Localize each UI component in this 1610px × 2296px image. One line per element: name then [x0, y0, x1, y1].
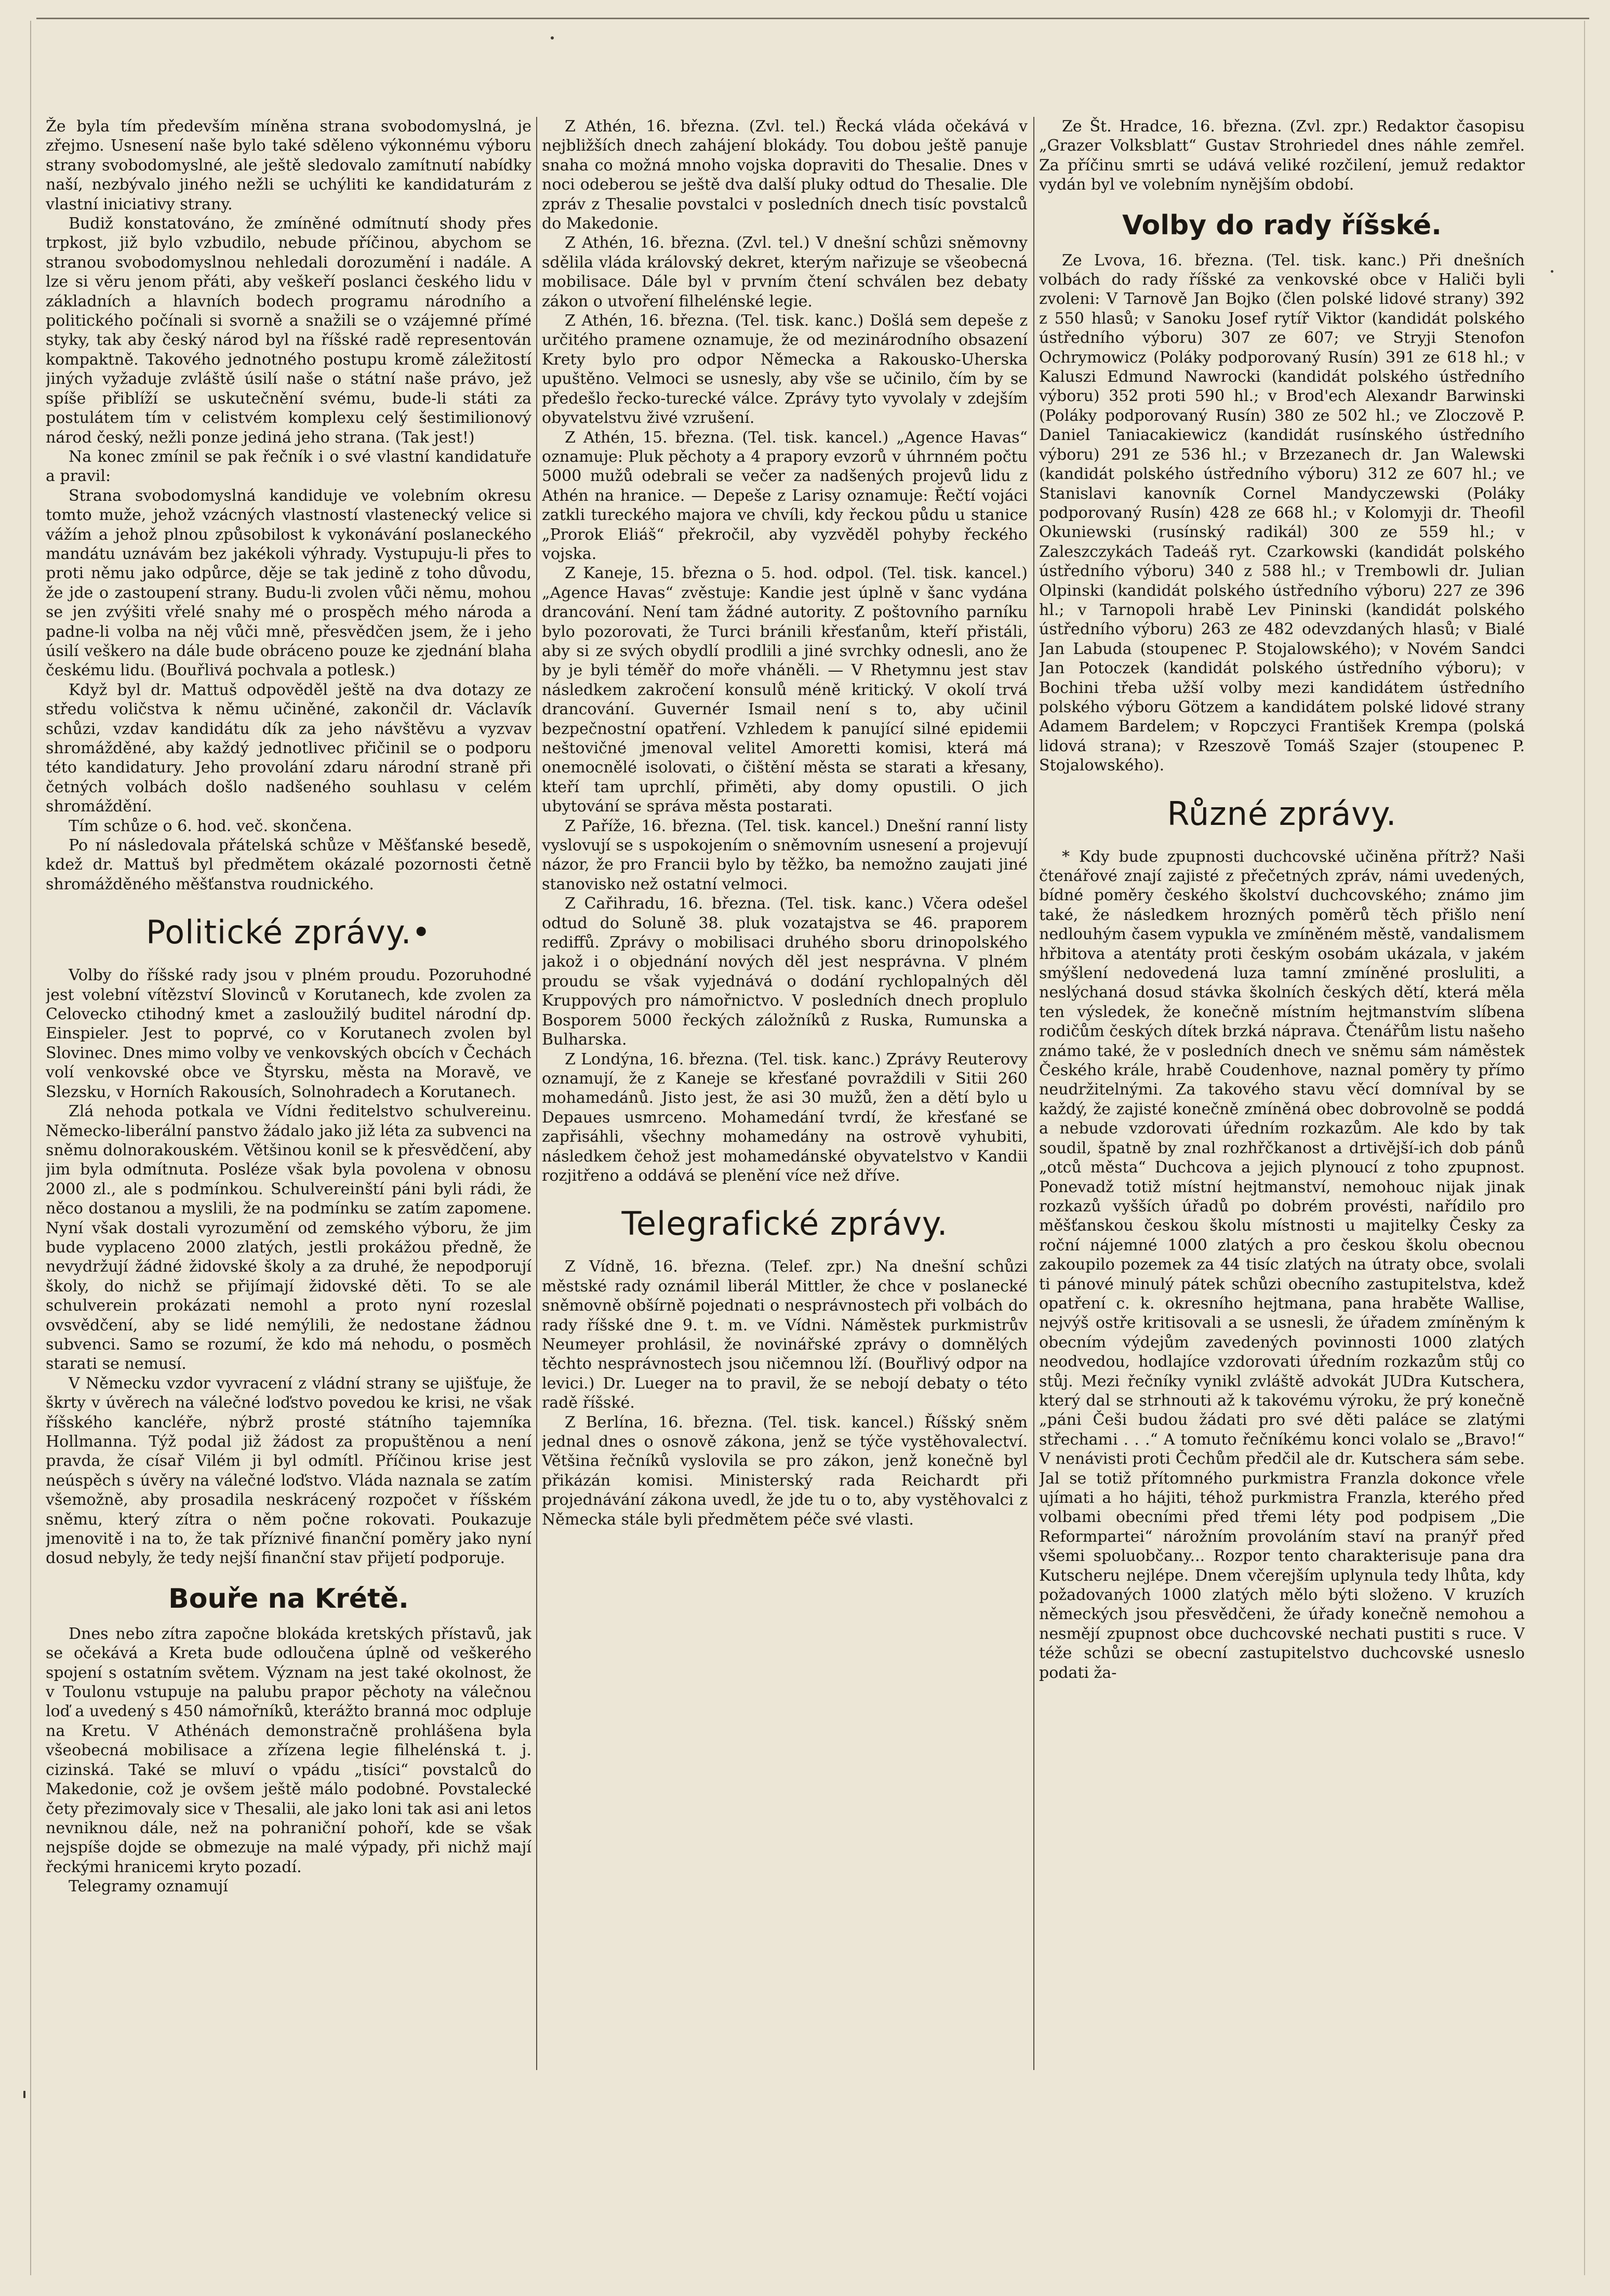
telegram-item: Z Cařihradu, 16. března. (Tel. tisk. kanc.) Včera odešel odtud do Soluně 38. pluk vozatajstva se 46. praporem rediffů. Zprávy o mobilisaci druhého sboru drinopolského jakož i o objednání nových děl jest nesprávna. V plném proudu se však vyjednává o dodání rychlopalných děl Kruppových pro námořnictvo. V posledních dnech proplulo Bosporem 5000 řeckých záložníků z Ruska, Rumunska a Bulharska. [542, 895, 1028, 1049]
news-item: Volby do říšské rady jsou v plném proudu. Pozoruhodné jest volební vítězství Slovinců v Korutanech, kde zvolen za Celovecko ctihodný kmet a zasloužilý buditel národní dp. Einspieler. Jest to poprvé, co v Korutanech zvolen byl Slovinec. Dnes mimo volby ve venkovských obcích v Čechách volí venkovské obce ve Štyrsku, města na Moravě, ve Slezsku, v Horních Rakousích, Solnohradech a Korutanech. [46, 966, 531, 1101]
telegram-item: Z Vídně, 16. března. (Telef. zpr.) Na dnešní schůzi městské rady oznámil liberál Mittler, že chce v poslanecké sněmovně obšírně pojednati o nesprávnostech při volbách do rady říšské dne 9. t. m. ve Vídni. Náměstek purkmistrův Neumeyer prohlásil, že novinářské zprávy o domnělých těchto nesprávnostech jsou ničemnou lží. (Bouřlivý odpor na levici.) Dr. Lueger na to pravil, že se nebojí debaty o této radě říšské. [542, 1258, 1028, 1412]
column-2 [542, 117, 1028, 2267]
paragraph: Po ní následovala přátelská schůze v Měšťanské besedě, kdež dr. Mattuš byl předmětem okázalé pozornosti četně shromážděného měšťanstva roudnického. [46, 836, 531, 893]
news-item: V Německu vzdor vyvracení z vládní strany se ujišťuje, že škrty v úvěrech na válečné loďstvo povedou ke krisi, ne však říšského kancléře, nýbrž prosté státního tajemníka Hollmanna. Týž podal již žádost za propuštěnou a není pravda, že císař Vilém ji byl odmítl. Příčinou krise jest neúspěch s úvěry na válečné loďstvo. Vláda naznala se zatím všemožně, aby prosadila neskrácený rozpočet v říšském sněmu, který zítra o něm počne rokovati. Poukazuje jmenovitě i na to, že tak příznivé finanční poměry jako nyní dosud nebyly, že tedy nejší finanční stav přijetí podporuje. [46, 1374, 531, 1568]
news-item: Dnes nebo zítra započne blokáda kretských přístavů, jak se očekává a Kreta bude odloučena úplně od veškerého spojení s ostatním světem. Význam na jest také okolnost, že v Toulonu vstupuje na palubu prapor pěchoty na válečnou loď a uvedený s 450 námořníků, kterážto branná moc odpluje na Kretu. V Athénách demonstračně prohlášena byla všeobecná mobilisace a zřízena legie filhelénská t. j. cizinská. Také se mluví o vpádu „tisíci“ povstalců do Makedonie, což je ovšem ještě málo podobné. Povstalecké čety přezimovaly sice v Thesalii, ale jako loni tak asi ani letos nevniknou dále, než na pohraniční pohoří, kde se však nejspíše dojde se obmezuje na malé výpady, při nichž mají řeckými hranicemi kryto pozadí. [46, 1624, 531, 1876]
section-heading-boure-na-krete: Bouře na Krétě. [168, 1583, 409, 1614]
telegram-item: Z Paříže, 16. března. (Tel. tisk. kancel.) Dnešní ranní listy vyslovují se s uspokojením o sněmovním usnesení a projevují názor, že pro Francii bylo by těžko, ba nemožno zaujati jiné stanovisko než ostatní velmoci. [542, 817, 1028, 893]
paragraph: Budiž konstatováno, že zmíněné odmítnutí shody přes trpkost, již bylo vzbudilo, nebude příčinou, abychom se stranou svobodomyslnou nehledali dorozumění i nadále. A lze si věru jenom přáti, aby veškeří poslanci českého lidu v základních a hlavních bodech programu národního a politického počínali si svorně a snažili se o vzájemné přímé styky, tak aby český národ byl na říšské radě representován kompaktně. Takového jednotného postupu kromě záležitostí jiných vyžaduje zvláště úsilí naše o státní naše právo, jež spíše přiblíží se uskutečnění svému, bude-li státi za postulátem tím v celistvém komplexu celý šestimilionový národ český, nežli ponze jediná jeho strana. (Tak jest!) [46, 215, 531, 447]
telegram-item: Z Athén, 16. března. (Zvl. tel.) Řecká vláda očekává v nejbližších dnech zahájení blokády. Tou dobou ještě panuje snaha co možná mnoho vojska dopraviti do Thesalie. Dnes v noci odeberou se ještě dva další pluky odtud do Thesalie. Dle zpráv z Thesalie povstalci v posledních dnech tisíc povstalců do Makedonie. [542, 117, 1028, 233]
telegram-item: Z Kaneje, 15. března o 5. hod. odpol. (Tel. tisk. kancel.) „Agence Havas“ zvěstuje: Kandie jest úplně v šanc vydána drancování. Není tam žádné autority. Z poštovního parníku bylo pozorovati, že Turci bránili křesťanům, kteří přistáli, aby si ze svých obydlí prodlili a jiné svrchky odnesli, ano že by je byli téměř do moře vháněli. — V Rhetymnu jest stav následkem zakročení konsulů méně kritický. V okolí trvá drancování. Guvernér Ismail není s to, aby učinil bezpečnostní opatření. Vzhledem k panující silné epidemii neštovičné jmenoval velitel Amoretti komisi, která má onemocnělé isolovati, o čištění města se starati a křesany, kteří tam uprchlí, přiměti, aby domy opustili. O jich ubytování se správa města postarati. [542, 564, 1028, 816]
telegram-item: Ze Lvova, 16. března. (Tel. tisk. kanc.) Při dnešních volbách do rady říšské za venkovské obce v Haliči byli zvoleni: V Tarnově Jan Bojko (člen polské lidové strany) 392 z 550 hlasů; v Sanoku Josef rytíř Viktor (kandidát polského ústředního výboru) 307 ze 607; ve Stryji Stenofon Ochrymowicz (Poláky podporovaný Rusín) 391 ze 618 hl.; v Kaluszi Edmund Nawrocki (kandidát polského ústředního výboru) 352 proti 590 hl.; v Brod'ech Alexandr Barwinski (Poláky podporovaný Rusín) 380 ze 502 hl.; ve Zloczově P. Daniel Taniacakiewicz (kandidát rusínského ústředního výboru) 291 ze 536 hl.; v Brzezanech dr. Jan Walewski (kandidát polského ústředního výboru) 312 ze 607 hl.; ve Stanislavi kanovník Cornel Mandyczewski (Poláky podporovaný Rusín) 428 ze 668 hl.; v Kolomyji dr. Theofil Okuniewski (rusínský radikál) 300 ze 559 hl.; v Zaleszczykách Tadeáš ryt. Czarkowski (kandidát polského ústředního výboru) 340 z 588 hl.; v Trembowli dr. Julian Olpinski (kandidát polského ústředního výboru) 227 ze 396 hl.; v Tarnopoli hrabě Lev Pininski (kandidát polského ústředního výboru) 263 ze 482 odevzdaných hlasů; v Bialé Jan Labuda (stoupenec P. Stojalowského); v Novém Sandci Jan Potoczek (kandidát polského ústředního výboru); v Bochini třeba užší volby mezi kandidátem ústředního polského výboru Götzem a kandidátem polské lidové strany Adamem Bardelem; v Ropczyci František Krempa (polská lidová strana); v Rzeszově Tomáš Szajer (stoupenec P. Stojalowského). [1039, 251, 1525, 775]
news-item: * Kdy bude zpupnosti duchcovské učiněna přítrž? Naši čtenářové znají zajisté z přečetných zpráv, námi uvedených, bídné poměry českého školství duchcovského; známo jim také, že následkem hrozných poměrů těch přišlo není nedlouhým časem vypukla ve zmíněném městě, vandalismem hřbitova a atentáty proti českým osobám ukázala, v jakém smýšlení nedovedená luza tamní zmíněné prosluliti, a neslýchaná dosud stávka školních českých dětí, která měla ten výsledek, že konečně místním hejtmanstvím slíbena rodičům českých dítek brzká náprava. Čtenářům listu našeho známo také, že v posledních dnech ve sněmu sám náměstek Českého krále, hrabě Coudenhove, naznal poměry ty přímo neudržitelnými. Za takového stavu věcí domníval by se každý, že zajisté konečně zmíněná obec dobrovolně se poddá a nebude vzdorovati úředním rozkazům. Ale kdo by tak soudil, špatně by znal rozhřčkanost a drtivější-ich dob pánů „otců města“ Duchcova a jejich plynoucí z toho zpupnost. Ponevadž totiž místní hejtmanství, nemohouc nijak jinak rozkazů vyšších úřadů po dobrém provésti, nařídilo pro měšťanskou českou školu místnosti u majitelky Česky za roční nájemné 1000 zlatých a pro českou školu obecnou zakoupilo pozemek za 44 tisíc zlatých na útraty obce, svolali ti pánové minulý pátek schůzi obecního zastupitelstva, kdež opatření c. k. okresního hejtmana, pana hraběte Wallise, nejvýš ostře kritisovali a se usnesli, že úřadem zmíněným k obecním výdejům zavedených povinnosti 1000 zlatých neodvedou, hodlajíce vzdorovati úředním rozkazům stůj co stůj. Mezi řečníky vynikl zvláště advokát JUDra Kutschera, který dal se strhnouti až k takovému výroku, že prý konečně „páni Češi budou žádati pro své děti paláce se zlatými střechami . . .“ A tomuto řečníkému konci volalo se „Bravo!“ V nenávisti proti Čechům předčil ale dr. Kutschera sám sebe. Jal se totiž přítomného purkmistra Franzla dokonce vřele ujímati a ho hájiti, téhož purkmistra Franzla, kterého před volbami obecními před třemi léty pod podpisem „Die Reformpartei“ nárožním provoláním staví na pranýř před všemi spoluobčany... Rozpor tento charakterisuje pana dra Kutscheru nejlépe. Dnem včerejším uplynula tedy lhůta, kdy požadovaných 1000 zlatých mělo býti složeno. V kruzích německých jsou přesvědčeni, že úřady konečně nemohou a nesmějí zpupnost obce duchcovské nechati pustiti s ruce. V téže schůzi se obecní zastupitelstvo duchcovské usneslo podati ža- [1039, 847, 1525, 1682]
column-separator [1033, 117, 1034, 2070]
paragraph: Strana svobodomyslná kandiduje ve volebním okresu tomto muže, jehož vzácných vlastností vlastenecký velice si vážím a jehož plnou způsobilost k vykonávání poslaneckého mandátu uznávám bez jakékoli výhrady. Vystupuju-li přes to proti němu jako odpůrce, děje se tak jedině z toho důvodu, že jde o zastoupení strany. Budu-li zvolen vůči němu, mohou se jen zvýšiti vřelé snahy mé o prospěch mého národa a padne-li volba na něj vůči mně, přesvědčen jsem, že i jeho úsilí veškero na dále bude obráceno pouze ke zjednání blaha českému lidu. (Bouřlivá pochvala a potlesk.) [46, 486, 531, 680]
telegram-item: Z Athén, 16. března. (Zvl. tel.) V dnešní schůzi sněmovny sdělila vláda královský dekret, kterým nařizuje se všeobecná mobilisace. Dále byl v prvním čtení schválen bez debaty zákon o utvoření filhelénské legie. [542, 234, 1028, 311]
telegram-item: Z Athén, 15. března. (Tel. tisk. kancel.) „Agence Havas“ oznamuje: Pluk pěchoty a 4 prapory evzorů v úhrnném počtu 5000 mužů odebrali se večer za nadšených projevů lidu z Athén na hranice. — Depeše z Larisy oznamuje: Řečtí vojáci zatkli tureckého majora ve chvíli, kdy řeckou půdu u stanice „Prorok Eliáš“ překročil, aby vyzvěděl pohyby řeckého vojska. [542, 428, 1028, 563]
news-item: Telegramy oznamují [69, 1877, 228, 1896]
right-margin-rule [1584, 21, 1585, 2275]
news-item: Zlá nehoda potkala ve Vídni ředitelstvo schulvereinu. Německo-liberální panstvo žádalo jako již léta za subvenci na sněmu dolnorakouském. Většinou konil se k přesvědčení, aby jim byla odmítnuta. Posléze však byla povolena v obnosu 2000 zl., ale s podmínkou. Schulvereinští páni byli rádi, že něco dostanou a myslili, že na podmínku se zatím zapomene. Nyní však dostali vyrozumění od zemského výboru, že jim bude vyplaceno 2000 zlatých, jestli prokážou předně, že nevydržují žádné židovské školy a za druhé, že nepodporují školy, do nichž se přijímají židovské děti. To se ale schulverein prokázati nemohl a proto nyní rozeslal ovsvědčení, aby se lidé nemýlili, že nedostane žádnou subvenci. Samo se rozumí, že kdo má nehodu, o posměch starati se nemusí. [46, 1102, 531, 1373]
column-1 [46, 117, 531, 2267]
paragraph: Když byl dr. Mattuš odpověděl ještě na dva dotazy ze středu voličstva k němu učiněné, zakončil dr. Václavík schůzi, vzdav kandidátu dík za jeho návštěvu a vyzvav shromážděné, aby každý jednotlivec přičinil se o podporu této kandidatury. Jeho provolání zdaru národní straně při četných volbách došlo nadšeného souhlasu v celém shromáždění. [46, 680, 531, 816]
print-speck [1551, 270, 1553, 273]
telegram-item: Z Berlína, 16. března. (Tel. tisk. kancel.) Říšský sněm jednal dnes o osnově zákona, jenž se týče vystěhovalectví. Většina řečníků vyslovila se pro zákon, jenž konečně byl přikázán komisi. Ministerský rada Reichardt při projednávání zákona uvedl, že jde tu o to, aby vystěhovalci z Německa stále byli předmětem péče své vlasti. [542, 1413, 1028, 1529]
print-speck [23, 2091, 25, 2098]
telegram-item: Z Londýna, 16. března. (Tel. tisk. kanc.) Zprávy Reuterovy oznamují, že z Kaneje se křesťané povraždili v Sitii 260 mohamedánů. Jisto jest, že asi 30 mužů, žen a dětí bylo u Depaues usmrceno. Mohamedání tvrdí, že křesťané se zapřisáhli, všechny mohamedány na ostrově vyhubiti, následkem čehož jest mohamedánské obyvatelstvo v Kandii rozjitřeno a oddává se plenění více než dříve. [542, 1050, 1028, 1185]
section-heading-telegraficke-zpravy: Telegrafické zprávy. [621, 1205, 948, 1243]
column-separator [536, 117, 537, 2070]
paragraph: Na konec zmínil se pak řečník i o své vlastní kandidatuře a pravil: [46, 447, 531, 486]
left-margin-rule [30, 21, 31, 2275]
telegram-item: Z Athén, 16. března. (Tel. tisk. kanc.) Došlá sem depeše z určitého pramene oznamuje, že od mezinárodního obsazení Krety bylo pro odpor Německa a Rakousko-Uherska upuštěno. Velmoci se usnesly, aby vše se učinilo, čím by se předešlo řecko-turecké válce. Zprávy tyto vyvolaly v zdejším obyvatelstvu živé vzrušení. [542, 312, 1028, 428]
print-speck [551, 36, 554, 39]
column-3 [1039, 117, 1525, 2267]
section-heading-ruzne-zpravy: Různé zprávy. [1167, 794, 1397, 833]
top-rule [36, 18, 1589, 19]
paragraph: Že byla tím především míněna strana svobodomyslná, je zřejmo. Usnesení naše bylo také sděleno výkonnému výboru strany svobodomyslné, ale ještě sledovalo zamítnutí nabídky naší, nezbývalo jiného nežli se uchýliti ke kandidaturám z vlastní iniciativy strany. [46, 117, 531, 213]
telegram-item: Ze Št. Hradce, 16. března. (Zvl. zpr.) Redaktor časopisu „Grazer Volksblatt“ Gustav Strohriedel dnes náhle zemřel. Za příčinu smrti se udává veliké rozčilení, jemuž redaktor vydán byl ve volebním nynějším období. [1039, 117, 1525, 194]
paragraph: Tím schůze o 6. hod. več. skončena. [69, 817, 352, 835]
section-heading-politicke-zpravy: Politické zprávy.• [146, 913, 431, 952]
section-heading-volby-do-rady-risske: Volby do rady říšské. [1122, 209, 1442, 241]
